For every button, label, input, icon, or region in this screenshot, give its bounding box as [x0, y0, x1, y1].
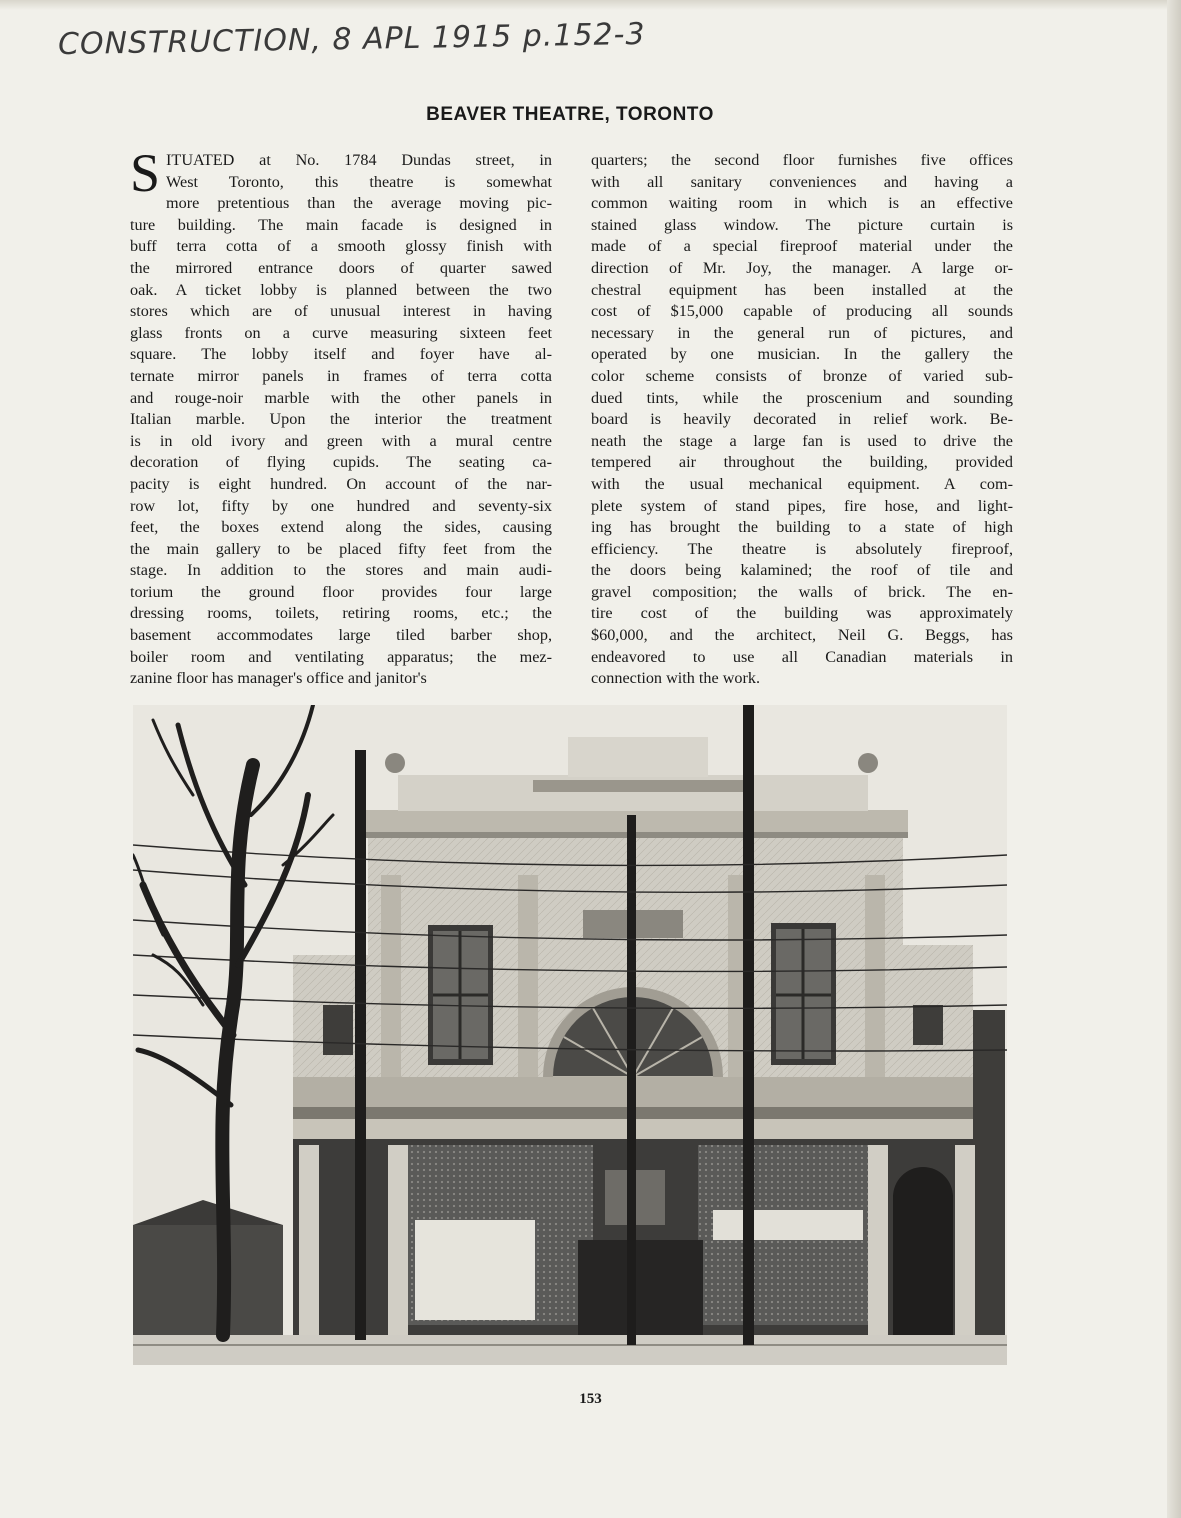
- text-line: dressing rooms, toilets, retiring rooms, etc.; the: [130, 604, 552, 623]
- text-line: quarters; the second floor furnishes five offices: [591, 151, 1013, 169]
- text-line: with all sanitary conveniences and having a: [591, 172, 1013, 191]
- text-line: boiler room and ventilating apparatus; the mez-: [130, 647, 552, 666]
- text-line: chestral equipment has been installed at the: [591, 280, 1013, 299]
- text-line: neath the stage a large fan is used to drive the: [591, 431, 1013, 450]
- text-line: gravel composition; the walls of brick. The en-: [591, 582, 1013, 601]
- text-line: the main gallery to be placed fifty feet from the: [130, 539, 552, 558]
- text-line: endeavored to use all Canadian materials in: [591, 647, 1013, 666]
- text-line: the mirrored entrance doors of quarter sawed: [130, 258, 552, 277]
- text-line: board is heavily decorated in relief work. Be-: [591, 410, 1013, 429]
- text-line: torium the ground floor provides four large: [130, 582, 552, 601]
- text-line: dued tints, while the proscenium and sounding: [591, 388, 1013, 407]
- text-line: made of a special fireproof material under the: [591, 237, 1013, 256]
- left-column: [130, 143, 552, 690]
- text-line: buff terra cotta of a smooth glossy finish with: [130, 237, 552, 256]
- right-column: [591, 150, 1013, 690]
- text-line: with the usual mechanical equipment. A com-: [591, 474, 1013, 493]
- text-line: stores which are of unusual interest in having: [130, 302, 552, 321]
- text-line: square. The lobby itself and foyer have al-: [130, 345, 552, 364]
- text-line: and rouge-noir marble with the other panels in: [130, 388, 552, 407]
- text-line: pacity is eight hundred. On account of the nar-: [130, 474, 552, 493]
- text-line: ITUATED at No. 1784 Dundas street, in: [166, 151, 552, 169]
- text-line: direction of Mr. Joy, the manager. A large or-: [591, 258, 1013, 277]
- drop-cap: S: [130, 143, 161, 203]
- text-line: basement accommodates large tiled barber shop,: [130, 626, 552, 645]
- text-line: plete system of stand pipes, fire hose, and light-: [591, 496, 1013, 515]
- text-line: efficiency. The theatre is absolutely fireproof,: [591, 539, 1013, 558]
- text-line: glass fronts on a curve measuring sixteen feet: [130, 323, 552, 342]
- text-line: row lot, fifty by one hundred and seventy-six: [130, 496, 552, 515]
- text-line: tire cost of the building was approximately: [591, 604, 1013, 623]
- article-title: BEAVER THEATRE, TORONTO: [426, 104, 714, 125]
- text-line: the doors being kalamined; the roof of tile and: [591, 561, 1013, 580]
- text-line: stage. In addition to the stores and main audi-: [130, 561, 552, 580]
- text-line: connection with the work.: [591, 669, 761, 688]
- text-line: ternate mirror panels in frames of terra cotta: [130, 366, 552, 385]
- text-line: $60,000, and the architect, Neil G. Beggs, has: [591, 626, 1013, 645]
- text-line: cost of $15,000 capable of producing all sounds: [591, 302, 1013, 321]
- theatre-photograph: [133, 705, 1007, 1365]
- text-line: ture building. The main facade is designed in: [130, 215, 552, 234]
- text-line: common waiting room in which is an effective: [591, 194, 1013, 213]
- text-line: feet, the boxes extend along the sides, causing: [130, 518, 552, 537]
- page-right-edge: [1167, 0, 1181, 1518]
- text-line: stained glass window. The picture curtain is: [591, 215, 1013, 234]
- page-number: 153: [579, 1391, 602, 1407]
- text-line: Italian marble. Upon the interior the treatment: [130, 410, 552, 429]
- text-line: ing has brought the building to a state of high: [591, 518, 1013, 537]
- text-line: oak. A ticket lobby is planned between the two: [130, 280, 552, 299]
- text-line: decoration of flying cupids. The seating ca-: [130, 453, 552, 472]
- text-line: necessary in the general run of pictures, and: [591, 323, 1013, 342]
- text-line: operated by one musician. In the gallery the: [591, 345, 1013, 364]
- text-line: zanine floor has manager's office and janitor's: [130, 669, 427, 688]
- text-line: more pretentious than the average moving pic-: [166, 194, 552, 213]
- handwritten-annotation: CONSTRUCTION, 8 APL 1915 p.152-3: [57, 16, 646, 63]
- text-line: is in old ivory and green with a mural centre: [130, 431, 552, 450]
- text-line: tempered air throughout the building, provided: [591, 453, 1013, 472]
- page-top-edge: [0, 0, 1181, 10]
- theatre-facade-illustration: [133, 705, 1007, 1365]
- text-line: West Toronto, this theatre is somewhat: [166, 172, 552, 191]
- text-line: color scheme consists of bronze of varied sub-: [591, 366, 1013, 385]
